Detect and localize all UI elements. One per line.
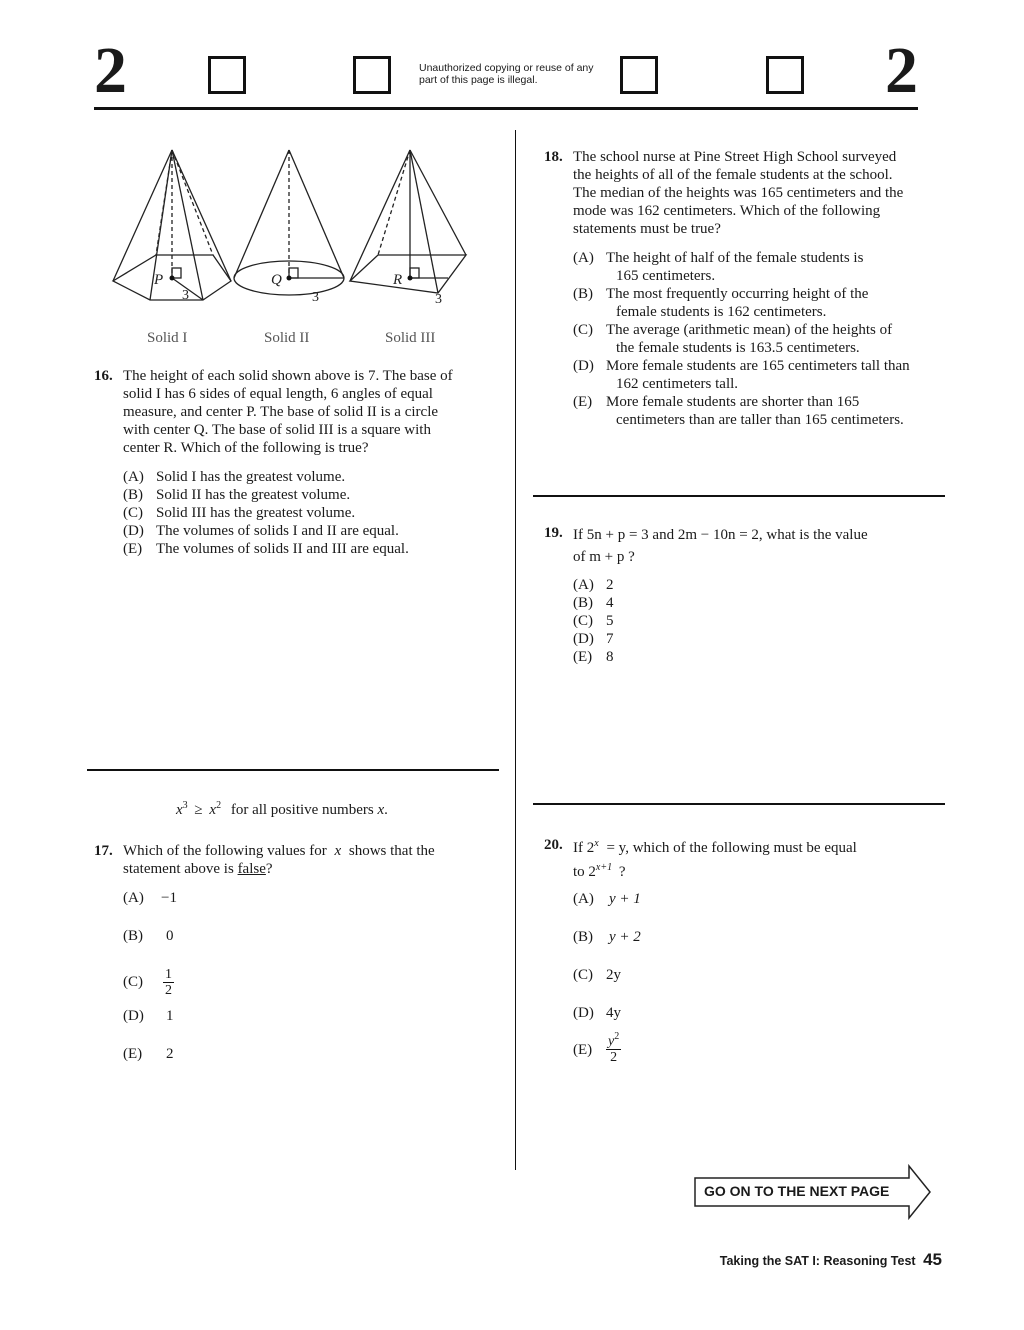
choice-c[interactable] bbox=[123, 961, 323, 1003]
choice-text: 5 bbox=[606, 613, 614, 629]
stem-text: statement above is bbox=[123, 861, 234, 877]
stem-line: center R. Which of the following is true? bbox=[123, 440, 369, 456]
choice-c[interactable] bbox=[573, 612, 773, 630]
choice-label: (D) bbox=[573, 631, 594, 647]
stem-text: ? bbox=[618, 864, 626, 880]
choice-text: 2y bbox=[606, 967, 621, 983]
choice-label: (C) bbox=[573, 322, 593, 338]
choice-e[interactable] bbox=[573, 1031, 773, 1065]
choice-text: More female students are 165 centimeters tall than bbox=[606, 358, 910, 374]
question-number: 18. bbox=[544, 149, 563, 165]
page-number: 45 bbox=[923, 1250, 942, 1269]
stem-line: solid I has 6 sides of equal length, 6 angles of equal bbox=[123, 386, 433, 402]
choice-a[interactable] bbox=[573, 890, 773, 928]
choice-label: (B) bbox=[123, 487, 143, 503]
answer-choices bbox=[573, 249, 943, 429]
choice-label: (A) bbox=[123, 890, 144, 906]
choice-text: Solid I has the greatest volume. bbox=[156, 469, 346, 485]
stem-line: statements must be true? bbox=[573, 221, 721, 237]
section-number-right: 2 bbox=[885, 34, 918, 107]
choice-label: (E) bbox=[123, 541, 143, 557]
choice-text: 4y bbox=[606, 1005, 621, 1021]
dimension-label-i: 3 bbox=[182, 288, 189, 303]
stem-text: = y, which of the following must be equal bbox=[606, 840, 857, 856]
choice-label: (D) bbox=[573, 358, 594, 374]
choice-c[interactable] bbox=[573, 966, 773, 1004]
choice-label: (A) bbox=[573, 891, 594, 907]
question-number: 19. bbox=[544, 525, 563, 541]
fraction-denominator: 2 bbox=[165, 982, 172, 998]
stem-line: the heights of all of the female students at the school. bbox=[573, 167, 893, 183]
fraction bbox=[163, 967, 174, 998]
stem-text: Which of the following values for bbox=[123, 843, 327, 859]
answer-choices bbox=[573, 576, 773, 666]
stem-line: with center Q. The base of solid III is a square with bbox=[123, 422, 431, 438]
statement-rest: for all positive numbers bbox=[230, 802, 374, 818]
choice-text: Solid II has the greatest volume. bbox=[156, 487, 351, 503]
question-stem bbox=[123, 367, 503, 457]
question-divider bbox=[533, 495, 945, 497]
choice-text: 162 centimeters tall. bbox=[616, 376, 739, 392]
center-label-q: Q bbox=[271, 272, 282, 288]
header-box-2 bbox=[353, 56, 391, 94]
choice-text: −1 bbox=[161, 890, 177, 906]
go-on-text: GO ON TO THE NEXT PAGE bbox=[704, 1183, 890, 1199]
choice-label: (E) bbox=[573, 394, 593, 410]
fraction-exponent: 2 bbox=[614, 1031, 620, 1042]
header-box-3 bbox=[620, 56, 658, 94]
stem-emphasis: false bbox=[237, 861, 266, 877]
choice-text: y + 1 bbox=[609, 891, 641, 907]
choice-text: The height of half of the female students is bbox=[606, 250, 864, 266]
choice-b[interactable] bbox=[573, 594, 773, 612]
stem-line: The median of the heights was 165 centimeters and the bbox=[573, 185, 904, 201]
answer-choices bbox=[573, 890, 773, 1065]
stem-text: If 2 bbox=[573, 840, 595, 856]
statement-op: ≥ bbox=[194, 802, 203, 818]
column-divider bbox=[515, 130, 516, 1170]
question-divider bbox=[533, 803, 945, 805]
dimension-label-ii: 3 bbox=[312, 290, 319, 305]
stem-line: measure, and center P. The base of solid II is a circle bbox=[123, 404, 439, 420]
choice-text: 0 bbox=[166, 928, 174, 944]
center-label-p: P bbox=[154, 272, 164, 288]
stem-line: If 5n + p = 3 and 2m − 10n = 2, what is the value bbox=[573, 527, 868, 543]
stem-line: The height of each solid shown above is 7. The base of bbox=[123, 368, 453, 384]
choice-label: (B) bbox=[123, 928, 143, 944]
choice-a[interactable] bbox=[123, 889, 323, 927]
answer-choices bbox=[123, 889, 323, 1063]
choice-label: (C) bbox=[123, 505, 143, 521]
choice-a[interactable] bbox=[573, 249, 943, 285]
choice-label: (E) bbox=[573, 1041, 593, 1058]
choice-label: (A) bbox=[123, 469, 144, 485]
question-stem bbox=[573, 148, 943, 238]
statement-exp: 3 bbox=[182, 800, 188, 811]
statement-var: x bbox=[209, 802, 217, 818]
question-number: 17. bbox=[94, 843, 113, 859]
choice-label: (E) bbox=[123, 1046, 143, 1062]
solid-ii-label: Solid II bbox=[264, 330, 310, 346]
header-box-1 bbox=[208, 56, 246, 94]
choice-label: (C) bbox=[573, 613, 593, 629]
page-footer bbox=[720, 1250, 942, 1270]
solid-iii-label: Solid III bbox=[385, 330, 436, 346]
fraction-denominator: 2 bbox=[610, 1050, 618, 1065]
choice-text: 165 centimeters. bbox=[616, 268, 716, 284]
choice-label: (B) bbox=[573, 286, 593, 302]
choice-d[interactable] bbox=[573, 630, 773, 648]
choice-c[interactable] bbox=[573, 321, 943, 357]
stem-line: The school nurse at Pine Street High School surveyed bbox=[573, 149, 897, 165]
choice-text: 4 bbox=[606, 595, 614, 611]
choice-label: (E) bbox=[573, 649, 593, 665]
stem-text: shows that the bbox=[348, 843, 435, 859]
choice-text: The volumes of solids I and II are equal. bbox=[156, 523, 399, 539]
solid-iii-base bbox=[350, 255, 466, 293]
choice-text: The most frequently occurring height of the bbox=[606, 286, 869, 302]
section-number-left: 2 bbox=[94, 34, 127, 107]
choice-e[interactable] bbox=[123, 1045, 323, 1063]
stem-text: ? bbox=[265, 861, 273, 877]
choice-e[interactable] bbox=[123, 540, 503, 558]
choice-label: (D) bbox=[123, 1008, 144, 1024]
choice-text: female students is 162 centimeters. bbox=[616, 304, 827, 320]
stem-exponent: x+1 bbox=[595, 862, 613, 873]
question-number: 16. bbox=[94, 368, 113, 384]
answer-choices bbox=[123, 468, 503, 558]
solids-figure bbox=[108, 143, 483, 353]
copyright-notice: Unauthorized copying or reuse of any part of this page is illegal. bbox=[419, 62, 594, 86]
choice-label: (D) bbox=[123, 523, 144, 539]
question-stem bbox=[573, 836, 943, 884]
stem-line: of m + p ? bbox=[573, 549, 635, 565]
choice-text: More female students are shorter than 165 bbox=[606, 394, 860, 410]
choice-text: The volumes of solids II and III are equal. bbox=[156, 541, 409, 557]
choice-text: The average (arithmetic mean) of the heights of bbox=[606, 322, 893, 338]
dimension-label-iii: 3 bbox=[435, 292, 442, 307]
solid-i-label: Solid I bbox=[147, 330, 188, 346]
question-17-statement bbox=[176, 801, 476, 819]
question-number: 20. bbox=[544, 837, 563, 853]
book-title: Taking the SAT I: Reasoning Test bbox=[719, 1254, 916, 1268]
choice-text: centimeters than are taller than 165 centimeters. bbox=[616, 412, 904, 428]
choice-d[interactable] bbox=[123, 522, 503, 540]
statement-end: . bbox=[384, 802, 388, 818]
choice-text: y + 2 bbox=[609, 929, 641, 945]
choice-label: (C) bbox=[123, 974, 143, 990]
statement-var: x bbox=[176, 802, 183, 818]
choice-text: Solid III has the greatest volume. bbox=[156, 505, 356, 521]
statement-exp: 2 bbox=[216, 800, 222, 811]
choice-text: 1 bbox=[166, 1008, 174, 1024]
question-stem bbox=[123, 842, 503, 878]
fraction-numerator: y bbox=[608, 1034, 615, 1049]
question-divider bbox=[87, 769, 499, 771]
choice-text: 2 bbox=[166, 1046, 174, 1062]
choice-b[interactable] bbox=[573, 285, 943, 321]
choice-e[interactable] bbox=[573, 393, 943, 429]
stem-exponent: x bbox=[594, 838, 599, 849]
statement-var: x bbox=[377, 802, 385, 818]
go-on-banner bbox=[694, 1164, 932, 1220]
center-label-r: R bbox=[393, 272, 403, 288]
choice-a[interactable] bbox=[123, 468, 503, 486]
choice-d[interactable] bbox=[123, 1007, 323, 1045]
choice-label: (A) bbox=[573, 577, 594, 593]
choice-text: 7 bbox=[606, 631, 614, 647]
question-stem bbox=[573, 524, 943, 568]
header-rule bbox=[94, 107, 918, 110]
choice-d[interactable] bbox=[573, 357, 943, 393]
choice-text: the female students is 163.5 centimeters. bbox=[616, 340, 860, 356]
choice-e[interactable] bbox=[573, 648, 773, 666]
choice-a[interactable] bbox=[573, 576, 773, 594]
choice-text: 2 bbox=[606, 577, 614, 593]
choice-b[interactable] bbox=[123, 486, 503, 504]
stem-text: to 2 bbox=[573, 864, 596, 880]
choice-d[interactable] bbox=[573, 1004, 773, 1034]
fraction-numerator: 1 bbox=[165, 966, 172, 982]
stem-line: mode was 162 centimeters. Which of the following bbox=[573, 203, 881, 219]
choice-label: (A) bbox=[573, 250, 594, 266]
header-box-4 bbox=[766, 56, 804, 94]
fraction bbox=[606, 1031, 621, 1065]
choice-b[interactable] bbox=[573, 928, 773, 966]
stem-var: x bbox=[334, 843, 342, 859]
choice-label: (D) bbox=[573, 1005, 594, 1021]
choice-label: (C) bbox=[573, 967, 593, 983]
choice-text: 8 bbox=[606, 649, 614, 665]
choice-label: (B) bbox=[573, 595, 593, 611]
choice-label: (B) bbox=[573, 929, 593, 945]
choice-b[interactable] bbox=[123, 927, 323, 961]
choice-c[interactable] bbox=[123, 504, 503, 522]
